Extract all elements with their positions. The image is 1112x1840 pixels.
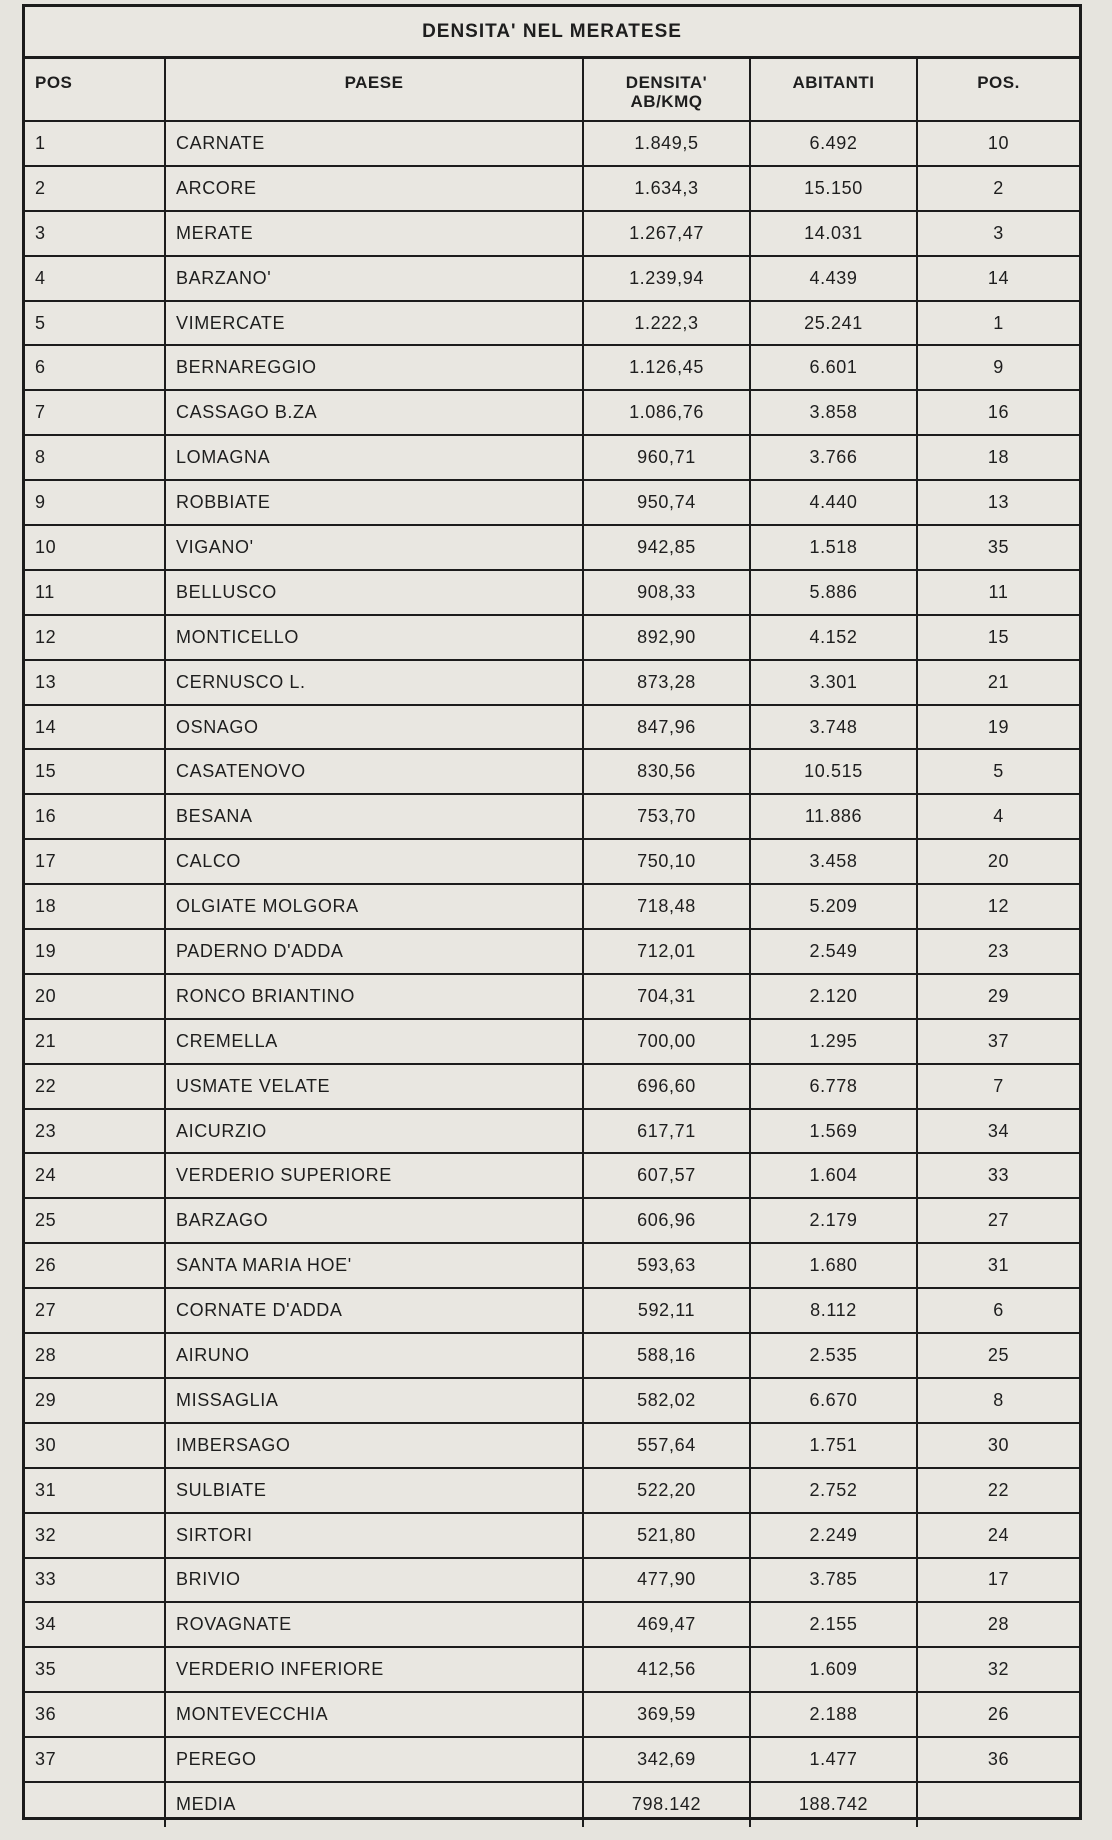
table-row bbox=[25, 525, 1079, 570]
cell-densita: 593,63 bbox=[583, 1243, 750, 1288]
cell-pos: 26 bbox=[25, 1243, 165, 1288]
cell-paese: BARZANO' bbox=[165, 256, 583, 301]
cell-paese: AICURZIO bbox=[165, 1109, 583, 1154]
cell-pos: 21 bbox=[25, 1019, 165, 1064]
cell-pos2: 2 bbox=[917, 166, 1079, 211]
cell-pos2: 19 bbox=[917, 705, 1079, 750]
table-row bbox=[25, 974, 1079, 1019]
cell-abitanti: 3.785 bbox=[750, 1558, 917, 1603]
cell-abitanti: 3.858 bbox=[750, 390, 917, 435]
table-row bbox=[25, 301, 1079, 346]
cell-pos: 27 bbox=[25, 1288, 165, 1333]
table-row bbox=[25, 1243, 1079, 1288]
cell-densita: 942,85 bbox=[583, 525, 750, 570]
cell-paese: OSNAGO bbox=[165, 705, 583, 750]
cell-abitanti: 8.112 bbox=[750, 1288, 917, 1333]
cell-abitanti: 4.440 bbox=[750, 480, 917, 525]
table-row bbox=[25, 1513, 1079, 1558]
cell-pos2: 36 bbox=[917, 1737, 1079, 1782]
cell-densita: 1.222,3 bbox=[583, 301, 750, 346]
table-row bbox=[25, 570, 1079, 615]
table-row bbox=[25, 166, 1079, 211]
cell-abitanti: 10.515 bbox=[750, 749, 917, 794]
cell-pos2: 33 bbox=[917, 1153, 1079, 1198]
cell-pos2: 3 bbox=[917, 211, 1079, 256]
cell-abitanti: 2.249 bbox=[750, 1513, 917, 1558]
cell-abitanti: 6.492 bbox=[750, 121, 917, 166]
cell-pos2: 25 bbox=[917, 1333, 1079, 1378]
table-row bbox=[25, 211, 1079, 256]
cell-abitanti: 2.179 bbox=[750, 1198, 917, 1243]
cell-densita: 617,71 bbox=[583, 1109, 750, 1154]
cell-paese: AIRUNO bbox=[165, 1333, 583, 1378]
cell-pos2: 6 bbox=[917, 1288, 1079, 1333]
table-row bbox=[25, 1647, 1079, 1692]
table-row bbox=[25, 1602, 1079, 1647]
cell-paese: BELLUSCO bbox=[165, 570, 583, 615]
cell-abitanti: 1.609 bbox=[750, 1647, 917, 1692]
cell-pos2: 14 bbox=[917, 256, 1079, 301]
cell-abitanti: 5.886 bbox=[750, 570, 917, 615]
table-row bbox=[25, 884, 1079, 929]
cell-pos: 5 bbox=[25, 301, 165, 346]
cell-densita: 1.086,76 bbox=[583, 390, 750, 435]
cell-pos: 16 bbox=[25, 794, 165, 839]
cell-paese: ARCORE bbox=[165, 166, 583, 211]
table-row bbox=[25, 1153, 1079, 1198]
cell-pos2: 29 bbox=[917, 974, 1079, 1019]
cell-abitanti: 14.031 bbox=[750, 211, 917, 256]
cell-pos2: 22 bbox=[917, 1468, 1079, 1513]
footer-cell-abitanti: 188.742 bbox=[750, 1782, 917, 1827]
cell-abitanti: 3.766 bbox=[750, 435, 917, 480]
cell-paese: CORNATE D'ADDA bbox=[165, 1288, 583, 1333]
cell-paese: ROVAGNATE bbox=[165, 1602, 583, 1647]
cell-pos: 24 bbox=[25, 1153, 165, 1198]
cell-paese: VIGANO' bbox=[165, 525, 583, 570]
table-row bbox=[25, 705, 1079, 750]
cell-pos: 2 bbox=[25, 166, 165, 211]
cell-paese: VERDERIO INFERIORE bbox=[165, 1647, 583, 1692]
cell-paese: IMBERSAGO bbox=[165, 1423, 583, 1468]
cell-paese: CREMELLA bbox=[165, 1019, 583, 1064]
table-row bbox=[25, 345, 1079, 390]
cell-paese: VERDERIO SUPERIORE bbox=[165, 1153, 583, 1198]
table-row bbox=[25, 839, 1079, 884]
header-densita-line1: DENSITA' bbox=[625, 73, 708, 92]
cell-pos2: 1 bbox=[917, 301, 1079, 346]
density-table bbox=[25, 59, 1079, 1827]
header-pos: POS bbox=[25, 59, 165, 121]
cell-densita: 1.849,5 bbox=[583, 121, 750, 166]
cell-abitanti: 1.680 bbox=[750, 1243, 917, 1288]
cell-densita: 412,56 bbox=[583, 1647, 750, 1692]
table-row bbox=[25, 749, 1079, 794]
cell-paese: MISSAGLIA bbox=[165, 1378, 583, 1423]
cell-paese: BERNAREGGIO bbox=[165, 345, 583, 390]
cell-pos2: 4 bbox=[917, 794, 1079, 839]
cell-abitanti: 11.886 bbox=[750, 794, 917, 839]
cell-pos2: 16 bbox=[917, 390, 1079, 435]
cell-pos: 13 bbox=[25, 660, 165, 705]
footer-cell-pos2 bbox=[917, 1782, 1079, 1827]
cell-pos: 11 bbox=[25, 570, 165, 615]
cell-pos2: 31 bbox=[917, 1243, 1079, 1288]
cell-paese: MONTICELLO bbox=[165, 615, 583, 660]
cell-pos2: 34 bbox=[917, 1109, 1079, 1154]
table-row bbox=[25, 121, 1079, 166]
cell-paese: SULBIATE bbox=[165, 1468, 583, 1513]
cell-densita: 477,90 bbox=[583, 1558, 750, 1603]
cell-pos: 6 bbox=[25, 345, 165, 390]
cell-pos: 9 bbox=[25, 480, 165, 525]
cell-pos2: 9 bbox=[917, 345, 1079, 390]
cell-pos: 34 bbox=[25, 1602, 165, 1647]
cell-paese: USMATE VELATE bbox=[165, 1064, 583, 1109]
header-densita bbox=[583, 59, 750, 121]
cell-paese: BARZAGO bbox=[165, 1198, 583, 1243]
cell-pos2: 18 bbox=[917, 435, 1079, 480]
cell-densita: 847,96 bbox=[583, 705, 750, 750]
cell-densita: 342,69 bbox=[583, 1737, 750, 1782]
cell-pos2: 21 bbox=[917, 660, 1079, 705]
cell-paese: SANTA MARIA HOE' bbox=[165, 1243, 583, 1288]
cell-abitanti: 2.155 bbox=[750, 1602, 917, 1647]
cell-abitanti: 1.295 bbox=[750, 1019, 917, 1064]
cell-paese: ROBBIATE bbox=[165, 480, 583, 525]
header-paese: PAESE bbox=[165, 59, 583, 121]
cell-densita: 592,11 bbox=[583, 1288, 750, 1333]
cell-pos: 10 bbox=[25, 525, 165, 570]
cell-pos2: 7 bbox=[917, 1064, 1079, 1109]
table-row bbox=[25, 929, 1079, 974]
cell-densita: 750,10 bbox=[583, 839, 750, 884]
table-row bbox=[25, 1737, 1079, 1782]
cell-densita: 830,56 bbox=[583, 749, 750, 794]
table-row bbox=[25, 1019, 1079, 1064]
cell-abitanti: 2.752 bbox=[750, 1468, 917, 1513]
table-row bbox=[25, 794, 1079, 839]
cell-paese: CASATENOVO bbox=[165, 749, 583, 794]
cell-paese: OLGIATE MOLGORA bbox=[165, 884, 583, 929]
cell-pos: 30 bbox=[25, 1423, 165, 1468]
table-row bbox=[25, 1109, 1079, 1154]
cell-paese: MONTEVECCHIA bbox=[165, 1692, 583, 1737]
cell-pos: 37 bbox=[25, 1737, 165, 1782]
cell-abitanti: 6.601 bbox=[750, 345, 917, 390]
cell-pos: 28 bbox=[25, 1333, 165, 1378]
table-row bbox=[25, 256, 1079, 301]
cell-abitanti: 2.120 bbox=[750, 974, 917, 1019]
table-title: DENSITA' NEL MERATESE bbox=[25, 7, 1079, 59]
cell-abitanti: 2.549 bbox=[750, 929, 917, 974]
footer-cell-densita: 798.142 bbox=[583, 1782, 750, 1827]
cell-densita: 753,70 bbox=[583, 794, 750, 839]
cell-pos2: 11 bbox=[917, 570, 1079, 615]
cell-densita: 892,90 bbox=[583, 615, 750, 660]
table-row bbox=[25, 1288, 1079, 1333]
header-pos2: POS. bbox=[917, 59, 1079, 121]
cell-densita: 522,20 bbox=[583, 1468, 750, 1513]
cell-abitanti: 6.778 bbox=[750, 1064, 917, 1109]
cell-densita: 606,96 bbox=[583, 1198, 750, 1243]
cell-pos: 14 bbox=[25, 705, 165, 750]
cell-pos: 36 bbox=[25, 1692, 165, 1737]
cell-abitanti: 3.458 bbox=[750, 839, 917, 884]
cell-paese: CASSAGO B.ZA bbox=[165, 390, 583, 435]
cell-abitanti: 4.439 bbox=[750, 256, 917, 301]
cell-pos2: 8 bbox=[917, 1378, 1079, 1423]
cell-pos2: 17 bbox=[917, 1558, 1079, 1603]
cell-abitanti: 6.670 bbox=[750, 1378, 917, 1423]
table-row bbox=[25, 1468, 1079, 1513]
cell-pos: 35 bbox=[25, 1647, 165, 1692]
cell-paese: LOMAGNA bbox=[165, 435, 583, 480]
cell-pos: 17 bbox=[25, 839, 165, 884]
cell-densita: 1.634,3 bbox=[583, 166, 750, 211]
table-row bbox=[25, 1064, 1079, 1109]
cell-pos2: 15 bbox=[917, 615, 1079, 660]
density-table-sheet bbox=[22, 4, 1082, 1820]
cell-abitanti: 4.152 bbox=[750, 615, 917, 660]
cell-densita: 1.239,94 bbox=[583, 256, 750, 301]
cell-pos2: 12 bbox=[917, 884, 1079, 929]
cell-pos2: 32 bbox=[917, 1647, 1079, 1692]
cell-abitanti: 15.150 bbox=[750, 166, 917, 211]
cell-pos: 3 bbox=[25, 211, 165, 256]
cell-densita: 1.267,47 bbox=[583, 211, 750, 256]
cell-densita: 908,33 bbox=[583, 570, 750, 615]
cell-pos2: 27 bbox=[917, 1198, 1079, 1243]
cell-abitanti: 25.241 bbox=[750, 301, 917, 346]
cell-pos2: 26 bbox=[917, 1692, 1079, 1737]
cell-abitanti: 1.518 bbox=[750, 525, 917, 570]
cell-abitanti: 1.604 bbox=[750, 1153, 917, 1198]
cell-paese: CARNATE bbox=[165, 121, 583, 166]
cell-densita: 521,80 bbox=[583, 1513, 750, 1558]
table-row bbox=[25, 435, 1079, 480]
cell-pos: 8 bbox=[25, 435, 165, 480]
table-row bbox=[25, 1378, 1079, 1423]
footer-cell-paese: MEDIA bbox=[165, 1782, 583, 1827]
footer-row-media bbox=[25, 1782, 1079, 1827]
cell-pos2: 10 bbox=[917, 121, 1079, 166]
table-row bbox=[25, 1423, 1079, 1468]
cell-densita: 582,02 bbox=[583, 1378, 750, 1423]
cell-pos: 7 bbox=[25, 390, 165, 435]
cell-densita: 588,16 bbox=[583, 1333, 750, 1378]
cell-paese: PEREGO bbox=[165, 1737, 583, 1782]
cell-densita: 704,31 bbox=[583, 974, 750, 1019]
cell-pos: 15 bbox=[25, 749, 165, 794]
cell-densita: 607,57 bbox=[583, 1153, 750, 1198]
footer-cell-pos bbox=[25, 1782, 165, 1827]
table-row bbox=[25, 1558, 1079, 1603]
table-row bbox=[25, 390, 1079, 435]
cell-pos2: 28 bbox=[917, 1602, 1079, 1647]
cell-pos: 32 bbox=[25, 1513, 165, 1558]
table-row bbox=[25, 1692, 1079, 1737]
cell-pos: 19 bbox=[25, 929, 165, 974]
cell-abitanti: 1.751 bbox=[750, 1423, 917, 1468]
table-row bbox=[25, 660, 1079, 705]
cell-pos2: 24 bbox=[917, 1513, 1079, 1558]
cell-paese: RONCO BRIANTINO bbox=[165, 974, 583, 1019]
cell-abitanti: 3.301 bbox=[750, 660, 917, 705]
cell-paese: PADERNO D'ADDA bbox=[165, 929, 583, 974]
cell-pos: 18 bbox=[25, 884, 165, 929]
header-abitanti: ABITANTI bbox=[750, 59, 917, 121]
cell-paese: SIRTORI bbox=[165, 1513, 583, 1558]
cell-pos: 1 bbox=[25, 121, 165, 166]
cell-pos2: 30 bbox=[917, 1423, 1079, 1468]
header-densita-line2: AB/KMQ bbox=[630, 92, 703, 111]
cell-pos: 12 bbox=[25, 615, 165, 660]
cell-pos: 25 bbox=[25, 1198, 165, 1243]
table-row bbox=[25, 615, 1079, 660]
cell-abitanti: 3.748 bbox=[750, 705, 917, 750]
table-row bbox=[25, 1333, 1079, 1378]
cell-pos2: 20 bbox=[917, 839, 1079, 884]
cell-densita: 1.126,45 bbox=[583, 345, 750, 390]
cell-abitanti: 2.188 bbox=[750, 1692, 917, 1737]
cell-densita: 718,48 bbox=[583, 884, 750, 929]
header-row bbox=[25, 59, 1079, 121]
cell-pos2: 37 bbox=[917, 1019, 1079, 1064]
table-row bbox=[25, 480, 1079, 525]
cell-densita: 700,00 bbox=[583, 1019, 750, 1064]
cell-paese: BESANA bbox=[165, 794, 583, 839]
cell-densita: 712,01 bbox=[583, 929, 750, 974]
cell-paese: CERNUSCO L. bbox=[165, 660, 583, 705]
table-row bbox=[25, 1198, 1079, 1243]
cell-densita: 696,60 bbox=[583, 1064, 750, 1109]
cell-pos: 33 bbox=[25, 1558, 165, 1603]
cell-densita: 557,64 bbox=[583, 1423, 750, 1468]
cell-densita: 469,47 bbox=[583, 1602, 750, 1647]
cell-densita: 873,28 bbox=[583, 660, 750, 705]
cell-densita: 950,74 bbox=[583, 480, 750, 525]
cell-densita: 369,59 bbox=[583, 1692, 750, 1737]
cell-pos: 29 bbox=[25, 1378, 165, 1423]
cell-pos2: 35 bbox=[917, 525, 1079, 570]
cell-paese: CALCO bbox=[165, 839, 583, 884]
cell-pos: 20 bbox=[25, 974, 165, 1019]
cell-abitanti: 5.209 bbox=[750, 884, 917, 929]
cell-abitanti: 1.569 bbox=[750, 1109, 917, 1154]
cell-pos2: 13 bbox=[917, 480, 1079, 525]
cell-paese: BRIVIO bbox=[165, 1558, 583, 1603]
cell-abitanti: 1.477 bbox=[750, 1737, 917, 1782]
cell-paese: VIMERCATE bbox=[165, 301, 583, 346]
cell-densita: 960,71 bbox=[583, 435, 750, 480]
cell-pos: 31 bbox=[25, 1468, 165, 1513]
cell-pos: 22 bbox=[25, 1064, 165, 1109]
cell-abitanti: 2.535 bbox=[750, 1333, 917, 1378]
cell-pos: 4 bbox=[25, 256, 165, 301]
cell-paese: MERATE bbox=[165, 211, 583, 256]
cell-pos2: 23 bbox=[917, 929, 1079, 974]
cell-pos: 23 bbox=[25, 1109, 165, 1154]
cell-pos2: 5 bbox=[917, 749, 1079, 794]
